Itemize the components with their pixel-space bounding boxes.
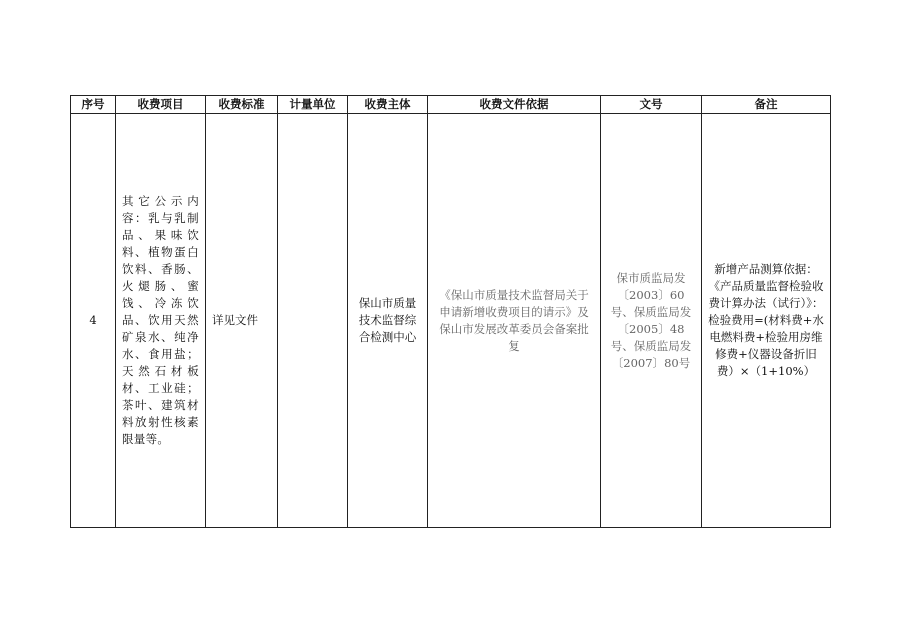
cell-item: 其它公示内容：乳与乳制品、果味饮料、植物蛋白饮料、香肠、火煺肠、蜜饯、冷冻饮品、饮用天然矿泉水、纯净水、食用盐；天然石材板材、工业硅；茶叶、建筑材料放射性核素限量等。 — [116, 114, 206, 528]
cell-remark: 新增产品测算依据：《产品质量监督检验收费计算办法（试行）》：检验费用=(材料费+水电燃料费+检验用房维修费+仪器设备折旧费）×（1+10%） — [702, 114, 831, 528]
header-unit: 计量单位 — [278, 96, 348, 114]
header-row — [71, 96, 831, 114]
header-doc-no: 文号 — [601, 96, 702, 114]
header-body: 收费主体 — [348, 96, 428, 114]
header-standard: 收费标准 — [206, 96, 278, 114]
header-item: 收费项目 — [116, 96, 206, 114]
table-row — [71, 114, 831, 528]
cell-doc-no: 保市质监局发〔2003〕60号、保质监局发〔2005〕48号、保质监局发〔2007〕80号 — [601, 114, 702, 528]
cell-basis: 《保山市质量技术监督局关于申请新增收费项目的请示》及保山市发展改革委员会备案批复 — [428, 114, 601, 528]
cell-body: 保山市质量技术监督综合检测中心 — [348, 114, 428, 528]
header-basis: 收费文件依据 — [428, 96, 601, 114]
cell-standard: 详见文件 — [206, 114, 278, 528]
header-remark: 备注 — [702, 96, 831, 114]
fee-table — [70, 95, 831, 528]
cell-unit — [278, 114, 348, 528]
header-seq: 序号 — [71, 96, 116, 114]
cell-seq: 4 — [71, 114, 116, 528]
